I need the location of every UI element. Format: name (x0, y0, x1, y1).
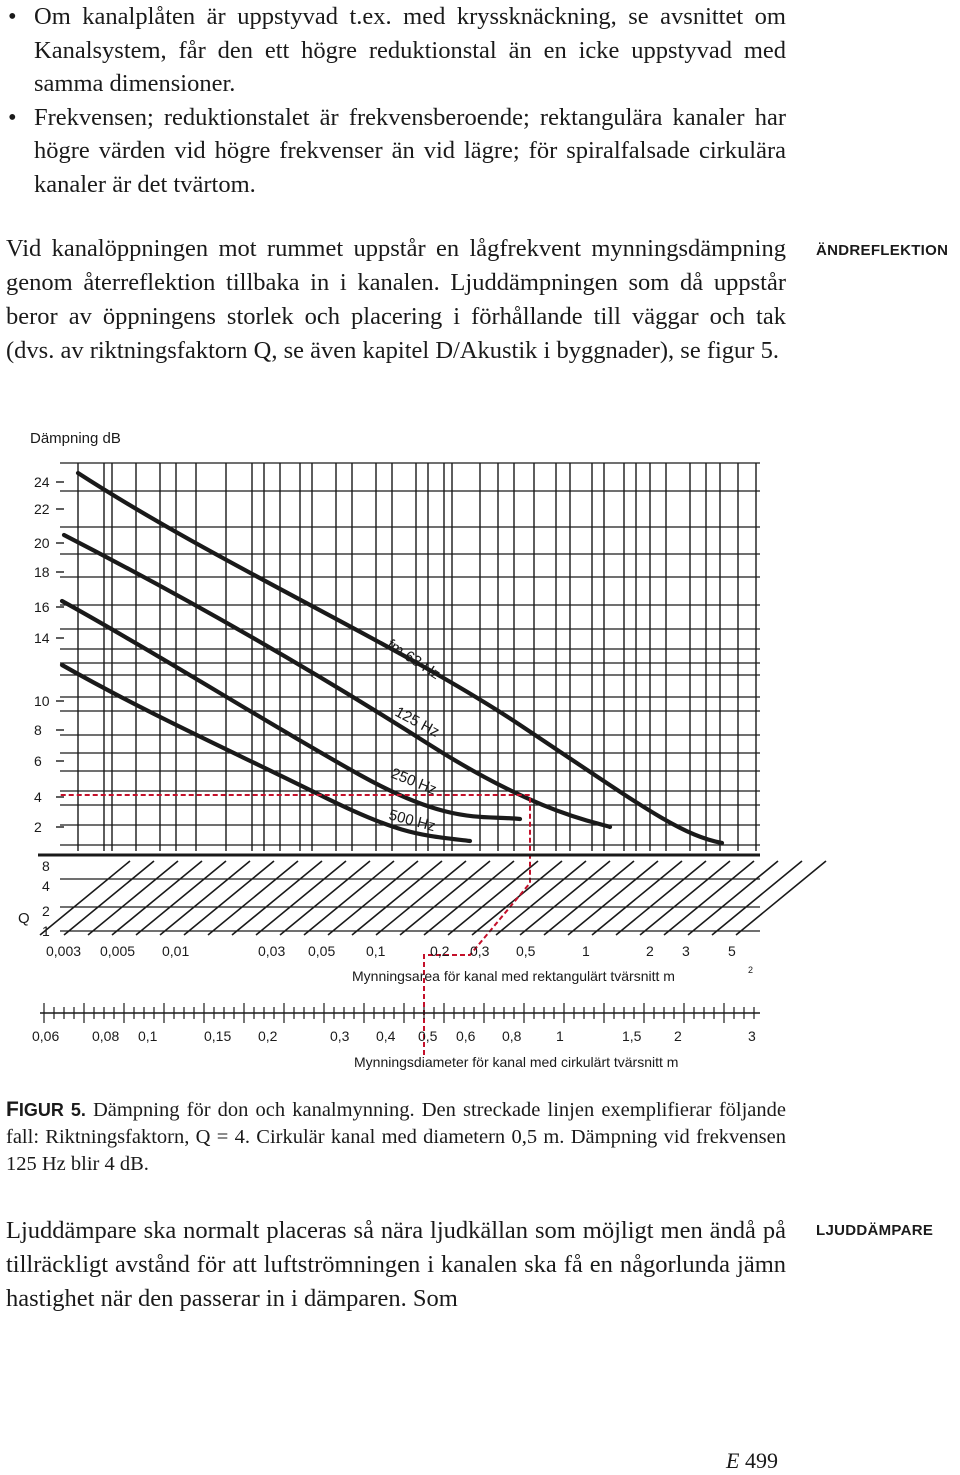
hatch-line (160, 861, 250, 935)
q-tick-label: 8 (42, 858, 50, 874)
hatch-line (304, 861, 394, 935)
diameter-tick-label: 1,5 (622, 1028, 642, 1044)
figure-5-svg (0, 415, 960, 1095)
diameter-tick-label: 0,06 (32, 1028, 60, 1044)
area-tick-label: 0,5 (516, 943, 536, 959)
hatch-line (664, 861, 754, 935)
side-heading-andreflektion: ÄNDREFLEKTION (816, 242, 949, 259)
y-tick-label: 14 (34, 630, 50, 646)
hatch-line (352, 861, 442, 935)
hatch-line (88, 861, 178, 935)
silencer-paragraph: Ljuddämpare ska normalt placeras så nära ljudkällan som möjligt men ändå på tillräckligt avstånd för att luftströmningen i kanalen ska få en någorlunda jämn hastighet när den passerar in i dämparen. Som (6, 1217, 786, 1312)
hatch-line (424, 861, 514, 935)
curve-label: fm 63 Hz (383, 636, 444, 684)
hatch-line (232, 861, 322, 935)
area-tick-label: 0,03 (258, 943, 286, 959)
diameter-tick-label: 0,3 (330, 1028, 350, 1044)
diameter-tick-label: 0,6 (456, 1028, 476, 1044)
bullet-item: • Frekvensen; reduktionstalet är frekvensberoende; rektangulära kanaler har högre värden vid högre frekvenser än vid lägre; för spiralfalsade cirkulära kanaler är det tvärtom. (6, 101, 786, 202)
hatch-line (40, 861, 130, 935)
diameter-tick-label: 0,5 (418, 1028, 438, 1044)
diameter-tick-label: 3 (748, 1028, 756, 1044)
y-tick-label: 10 (34, 693, 50, 709)
hatch-line (448, 861, 538, 935)
y-tick-label: 8 (34, 722, 42, 738)
y-tick-label: 24 (34, 474, 50, 490)
area-axis-label-superscript: 2 (748, 965, 754, 975)
curve-label: 500 Hz (386, 806, 438, 836)
bullet-list (6, 0, 786, 201)
reflection-paragraph: Vid kanalöppningen mot rummet uppstår en lågfrekvent mynningsdämpning genom återreflektion tillbaka in i kanalen. Ljuddämpningen som då uppstår beror av öppningens storlek och placering i förhållande till väggar och tak (dvs. av riktningsfaktorn Q, se även kapitel D/Akustik i byggnader), se figur 5. (6, 235, 786, 364)
area-tick-label: 0,3 (470, 943, 490, 959)
diameter-tick-label: 2 (674, 1028, 682, 1044)
q-tick-label: 4 (42, 878, 50, 894)
y-tick-label: 20 (34, 535, 50, 551)
diameter-tick-label: 0,08 (92, 1028, 120, 1044)
hatch-line (736, 861, 826, 935)
area-tick-label: 0,005 (100, 943, 136, 959)
area-tick-label: 5 (728, 943, 736, 959)
caption-text: Dämpning för don och kanalmynning. Den streckade linjen exemplifierar följande fall: Riktningsfaktorn, Q = 4. Cirkulär kanal med diametern 0,5 m. Dämpning vid frekvensen 125 Hz blir 4 dB. (6, 1099, 787, 1175)
diameter-tick-label: 0,1 (138, 1028, 158, 1044)
hatch-line (520, 861, 610, 935)
area-tick-label: 0,2 (430, 943, 450, 959)
hatch-line (616, 861, 706, 935)
curve-label: 250 Hz (388, 764, 439, 799)
figure-5 (0, 415, 960, 1095)
hatch-line (280, 861, 370, 935)
hatch-line (544, 861, 634, 935)
figure-label-rest: IGUR 5. (18, 1100, 86, 1120)
y-tick-label: 6 (34, 753, 42, 769)
side-heading-ljuddampare: LJUDDÄMPARE (816, 1222, 934, 1239)
figure-label-first: F (6, 1098, 19, 1121)
diameter-axis-label: Mynningsdiameter för kanal med cirkulärt tvärsnitt m (354, 1054, 679, 1070)
hatch-line (496, 861, 586, 935)
hatch-line (592, 861, 682, 935)
area-tick-label: 0,05 (308, 943, 336, 959)
area-tick-label: 3 (682, 943, 690, 959)
y-tick-label: 22 (34, 501, 50, 517)
area-tick-label: 0,01 (162, 943, 190, 959)
hatch-line (64, 861, 154, 935)
q-axis-label: Q (18, 910, 30, 927)
hatch-line (640, 861, 730, 935)
hatch-line (328, 861, 418, 935)
curve-125-hz (64, 535, 610, 827)
hatch-line (712, 861, 802, 935)
page-number-value: 499 (739, 1448, 778, 1473)
diameter-tick-label: 0,15 (204, 1028, 232, 1044)
hatch-line (112, 861, 202, 935)
y-tick-label: 18 (34, 564, 50, 580)
hatch-line (568, 861, 658, 935)
y-tick-label: 2 (34, 819, 42, 835)
bullet-item: • Om kanalplåten är uppstyvad t.ex. med kryssknäckning, se avsnittet om Kanalsystem, får den ett högre reduktionstal än en icke uppstyvad med samma dimensioner. (6, 0, 786, 101)
hatch-line (136, 861, 226, 935)
area-axis-label: Mynningsarea för kanal med rektangulärt tvärsnitt m (352, 968, 675, 984)
page-number-letter: E (726, 1448, 740, 1473)
curve-label: 125 Hz (392, 703, 443, 741)
q-tick-label: 2 (42, 903, 50, 919)
figure-caption (6, 1096, 786, 1178)
page-number (726, 1448, 778, 1474)
hatch-line (256, 861, 346, 935)
area-tick-label: 0,003 (46, 943, 82, 959)
area-tick-label: 2 (646, 943, 654, 959)
y-tick-label: 4 (34, 789, 42, 805)
area-tick-label: 0,1 (366, 943, 386, 959)
hatch-line (400, 861, 490, 935)
diameter-tick-label: 0,4 (376, 1028, 396, 1044)
y-tick-label: 16 (34, 599, 50, 615)
hatch-line (184, 861, 274, 935)
area-tick-label: 1 (582, 943, 590, 959)
figure-label (6, 1100, 86, 1120)
y-axis-label: Dämpning dB (30, 430, 121, 447)
diameter-tick-label: 0,8 (502, 1028, 522, 1044)
hatch-line (208, 861, 298, 935)
hatch-line (376, 861, 466, 935)
diameter-tick-label: 1 (556, 1028, 564, 1044)
q-tick-label: 1 (42, 923, 50, 939)
diameter-tick-label: 0,2 (258, 1028, 278, 1044)
hatch-line (688, 861, 778, 935)
